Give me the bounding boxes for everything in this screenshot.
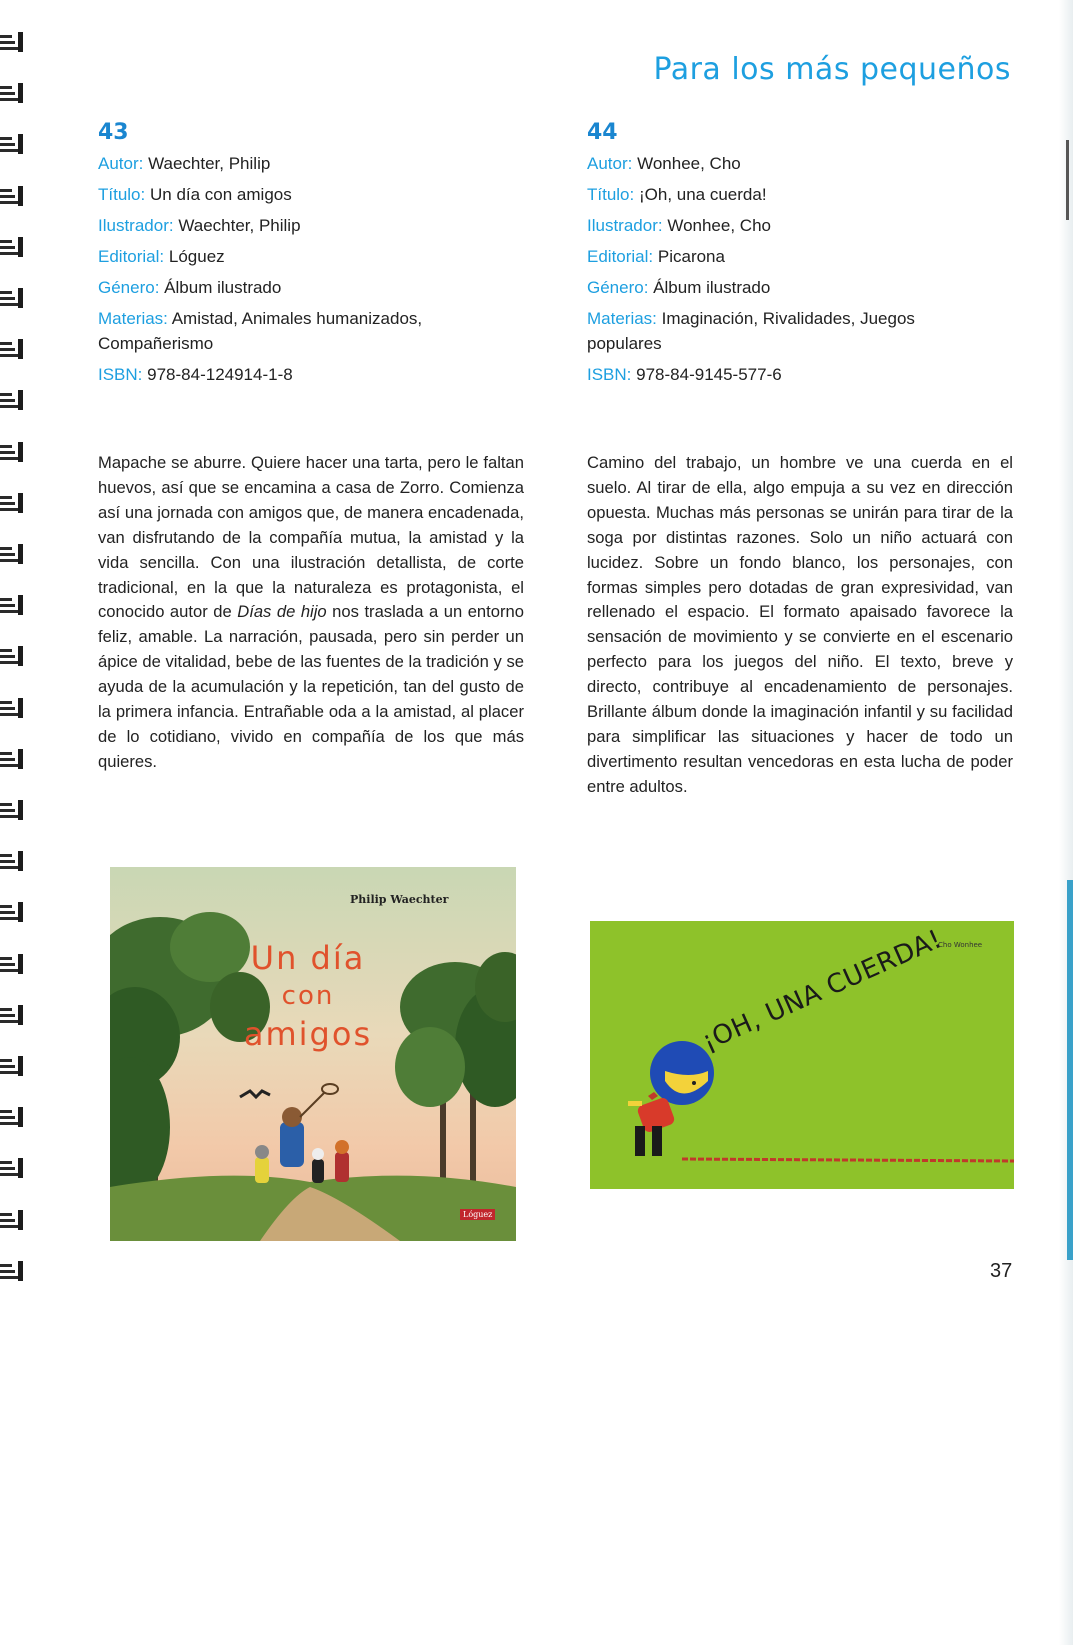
binding-ring-bar: [0, 1071, 18, 1074]
cover-author: Cho Wonhee: [938, 941, 983, 949]
cover-title: ¡OH, UNA CUERDA!: [697, 924, 947, 1057]
field-label: Título:: [587, 185, 635, 204]
binding-ring-bar: [0, 393, 12, 396]
binding-ring: [0, 1210, 24, 1230]
field-materias: [587, 306, 967, 356]
field-titulo: [587, 182, 1017, 207]
field-label: Editorial:: [587, 247, 654, 266]
field-label: Título:: [98, 185, 146, 204]
book-cover-43: [110, 867, 516, 1241]
binding-ring-bar: [0, 911, 15, 914]
field-ilustrador: [587, 213, 1017, 238]
binding-ring-bar: [0, 905, 12, 908]
binding-ring: [0, 339, 24, 359]
field-autor: [98, 151, 528, 176]
binding-ring-bar: [0, 764, 18, 767]
field-label: Editorial:: [98, 247, 165, 266]
binding-ring-bar: [0, 1173, 18, 1176]
field-value: Wonhee, Cho: [637, 154, 741, 173]
binding-ring-bar: [0, 610, 18, 613]
binding-ring: [0, 32, 24, 52]
binding-ring: [0, 1158, 24, 1178]
field-value: 978-84-9145-577-6: [636, 365, 782, 384]
binding-ring-bar: [0, 1270, 15, 1273]
binding-ring-bar: [0, 457, 18, 460]
binding-ring-bar: [0, 547, 12, 550]
cover-publisher-badge: Lóguez: [460, 1209, 495, 1220]
binding-ring-bar: [0, 137, 12, 140]
binding-ring-bar: [0, 445, 12, 448]
binding-ring-wire: [18, 544, 23, 564]
binding-ring-bar: [0, 866, 18, 869]
page-edge: [1059, 0, 1073, 1645]
entry-number: 43: [98, 120, 129, 145]
field-value: Picarona: [657, 247, 725, 266]
binding-ring-bar: [0, 143, 15, 146]
field-label: Ilustrador:: [587, 216, 663, 235]
field-label: Materias:: [587, 309, 657, 328]
binding-ring-bar: [0, 303, 18, 306]
field-value: Amistad, Animales humanizados, Compañerismo: [98, 309, 423, 353]
binding-ring-wire: [18, 595, 23, 615]
binding-ring: [0, 902, 24, 922]
description-text: nos traslada a un entorno feliz, amable. La narración, pausada, pero sin perder un ápice de vitalidad, bebe de las fuentes de la tradición y se ayuda de la acumulación y la repetición, tan del gusto de la primera infancia. Entrañable oda a la amistad, al placer de lo cotidiano, vivido en compañía de los que más quieres.: [98, 602, 524, 771]
binding-ring-bar: [0, 354, 18, 357]
binding-ring: [0, 698, 24, 718]
binding-ring-wire: [18, 698, 23, 718]
section-title: Para los más pequeños: [653, 52, 1011, 87]
binding-ring: [0, 749, 24, 769]
binding-ring-bar: [0, 1020, 18, 1023]
binding-ring-bar: [0, 1264, 12, 1267]
description-44: Camino del trabajo, un hombre ve una cuerda en el suelo. Al tirar de ella, algo empuja a su vez en dirección opuesta. Muchas más personas se unirán para tirar de la soga por distintas razones. Solo un niño actuará con lucidez. Sobre un fondo blanco, los personajes, con formas simples pero dotadas de gran expresividad, van rellenado el espacio. El formato apaisado favorece la sensación de movimiento y se convierte en el escenario perfecto para los juegos del niño. El texto, breve y directo, contribuye al encadenamiento de personajes. Brillante álbum donde la imaginación infantil y su facilidad para simplificar las situaciones y hacer de todo un divertimento resultan vencedoras en esta lucha de poder entre adultos.: [587, 453, 1013, 796]
binding-ring: [0, 1107, 24, 1127]
binding-ring-wire: [18, 800, 23, 820]
binding-ring-bar: [0, 860, 15, 863]
binding-ring: [0, 1005, 24, 1025]
binding-ring-wire: [18, 32, 23, 52]
field-value: Álbum ilustrado: [164, 278, 282, 297]
binding-ring-bar: [0, 1219, 15, 1222]
binding-ring-bar: [0, 297, 15, 300]
binding-ring-bar: [0, 189, 12, 192]
description-43: [98, 451, 524, 775]
description-text: Mapache se aburre. Quiere hacer una tarta, pero le faltan huevos, así que se encamina a casa de Zorro. Comienza así una jornada con amigos que, de manera encadenada, van disfrutando de la compañía mutua, la amistad y la vida sencilla. Con una ilustración detallista, de corte tradicional, en la que la naturaleza es protagonista, el conocido autor de: [98, 453, 524, 622]
binding-ring-bar: [0, 246, 15, 249]
binding-ring-wire: [18, 1261, 23, 1281]
binding-ring-wire: [18, 390, 23, 410]
binding-ring-bar: [0, 604, 15, 607]
field-label: Autor:: [587, 154, 633, 173]
binding-ring: [0, 288, 24, 308]
field-value: Waechter, Philip: [178, 216, 301, 235]
field-label: Autor:: [98, 154, 144, 173]
binding-ring-bar: [0, 1116, 15, 1119]
binding-ring-wire: [18, 339, 23, 359]
binding-ring-bar: [0, 240, 12, 243]
binding-ring-bar: [0, 1276, 18, 1279]
binding-ring-bar: [0, 957, 12, 960]
field-value: 978-84-124914-1-8: [147, 365, 293, 384]
cover-title-line: amigos: [243, 1015, 373, 1053]
binding-ring-bar: [0, 47, 18, 50]
rope: [682, 1159, 1014, 1161]
binding-ring-wire: [18, 186, 23, 206]
binding-ring-wire: [18, 851, 23, 871]
binding-ring: [0, 1056, 24, 1076]
binding-ring-bar: [0, 701, 12, 704]
binding-ring-bar: [0, 1008, 12, 1011]
spiral-binding: [0, 20, 26, 1310]
binding-ring-bar: [0, 1059, 12, 1062]
field-genero: [98, 275, 528, 300]
cover-title-line: con: [281, 981, 335, 1011]
binding-ring-bar: [0, 969, 18, 972]
binding-ring-bar: [0, 1161, 12, 1164]
binding-ring: [0, 646, 24, 666]
field-ilustrador: [98, 213, 528, 238]
binding-ring-bar: [0, 815, 18, 818]
binding-ring-bar: [0, 758, 15, 761]
binding-ring-bar: [0, 348, 15, 351]
binding-ring-wire: [18, 493, 23, 513]
binding-ring-bar: [0, 451, 15, 454]
description-book-title: Días de hijo: [237, 602, 327, 622]
binding-ring-bar: [0, 1065, 15, 1068]
field-value: Wonhee, Cho: [667, 216, 771, 235]
binding-ring-bar: [0, 553, 15, 556]
binding-ring: [0, 1261, 24, 1281]
binding-ring: [0, 544, 24, 564]
binding-ring-bar: [0, 649, 12, 652]
binding-ring: [0, 595, 24, 615]
binding-ring-bar: [0, 809, 15, 812]
book-cover-44: [590, 921, 1014, 1189]
binding-ring-bar: [0, 1122, 18, 1125]
field-label: Género:: [587, 278, 649, 297]
binding-ring-bar: [0, 405, 18, 408]
binding-ring-bar: [0, 399, 15, 402]
binding-ring-bar: [0, 508, 18, 511]
page-number: 37: [990, 1260, 1013, 1282]
binding-ring-wire: [18, 1210, 23, 1230]
binding-ring-bar: [0, 707, 15, 710]
binding-ring-bar: [0, 854, 12, 857]
binding-ring-bar: [0, 149, 18, 152]
cover-author: Philip Waechter: [350, 893, 449, 906]
binding-ring-bar: [0, 252, 18, 255]
cover-title-line: Un día: [250, 939, 366, 977]
binding-ring-bar: [0, 1225, 18, 1228]
binding-ring: [0, 800, 24, 820]
binding-ring-bar: [0, 502, 15, 505]
binding-ring-bar: [0, 41, 15, 44]
cover-illustration: [590, 921, 1014, 1189]
binding-ring-wire: [18, 288, 23, 308]
field-materias: [98, 306, 478, 356]
field-value: Lóguez: [168, 247, 225, 266]
binding-ring-bar: [0, 661, 18, 664]
field-label: Materias:: [98, 309, 168, 328]
field-isbn: [587, 362, 1017, 387]
binding-ring-bar: [0, 598, 12, 601]
binding-ring-bar: [0, 559, 18, 562]
binding-ring-wire: [18, 1056, 23, 1076]
field-value: ¡Oh, una cuerda!: [638, 185, 767, 204]
binding-ring-bar: [0, 1110, 12, 1113]
binding-ring-wire: [18, 646, 23, 666]
field-label: Género:: [98, 278, 160, 297]
binding-ring-wire: [18, 442, 23, 462]
binding-ring-bar: [0, 195, 15, 198]
binding-ring-bar: [0, 98, 18, 101]
binding-ring: [0, 954, 24, 974]
binding-ring-bar: [0, 917, 18, 920]
binding-ring: [0, 186, 24, 206]
binding-ring-wire: [18, 237, 23, 257]
binding-ring-bar: [0, 35, 12, 38]
binding-ring-bar: [0, 92, 15, 95]
binding-ring-bar: [0, 342, 12, 345]
binding-ring-bar: [0, 713, 18, 716]
book-entry-43: [98, 120, 528, 393]
boy-figure: [628, 1041, 714, 1156]
page-edge-blue-tab: [1067, 880, 1073, 1260]
field-editorial: [587, 244, 1017, 269]
binding-ring-bar: [0, 496, 12, 499]
binding-ring: [0, 390, 24, 410]
binding-ring-wire: [18, 1158, 23, 1178]
page-edge-mark: [1066, 140, 1069, 220]
field-titulo: [98, 182, 528, 207]
binding-ring-bar: [0, 86, 12, 89]
field-label: Ilustrador:: [98, 216, 174, 235]
binding-ring-bar: [0, 803, 12, 806]
binding-ring: [0, 134, 24, 154]
field-isbn: [98, 362, 528, 387]
binding-ring-bar: [0, 963, 15, 966]
binding-ring-wire: [18, 1005, 23, 1025]
field-label: ISBN:: [98, 365, 143, 384]
binding-ring-bar: [0, 1167, 15, 1170]
binding-ring-bar: [0, 655, 15, 658]
field-value: Un día con amigos: [149, 185, 292, 204]
entry-number: 44: [587, 120, 618, 145]
binding-ring-wire: [18, 134, 23, 154]
binding-ring: [0, 851, 24, 871]
binding-ring: [0, 237, 24, 257]
field-autor: [587, 151, 1017, 176]
binding-ring-bar: [0, 752, 12, 755]
book-entry-44: [587, 120, 1017, 393]
cover-title: [228, 939, 388, 1053]
field-value: Álbum ilustrado: [653, 278, 771, 297]
binding-ring-bar: [0, 1213, 12, 1216]
binding-ring-bar: [0, 201, 18, 204]
binding-ring: [0, 493, 24, 513]
binding-ring-wire: [18, 902, 23, 922]
binding-ring-wire: [18, 749, 23, 769]
binding-ring-wire: [18, 83, 23, 103]
cover-illustration: [110, 867, 516, 1241]
field-editorial: [98, 244, 528, 269]
binding-ring: [0, 83, 24, 103]
field-value: Imaginación, Rivalidades, Juegos populares: [587, 309, 915, 353]
binding-ring-bar: [0, 291, 12, 294]
field-label: ISBN:: [587, 365, 632, 384]
field-value: Waechter, Philip: [148, 154, 271, 173]
binding-ring: [0, 442, 24, 462]
binding-ring-wire: [18, 1107, 23, 1127]
field-genero: [587, 275, 1017, 300]
binding-ring-bar: [0, 1014, 15, 1017]
binding-ring-wire: [18, 954, 23, 974]
